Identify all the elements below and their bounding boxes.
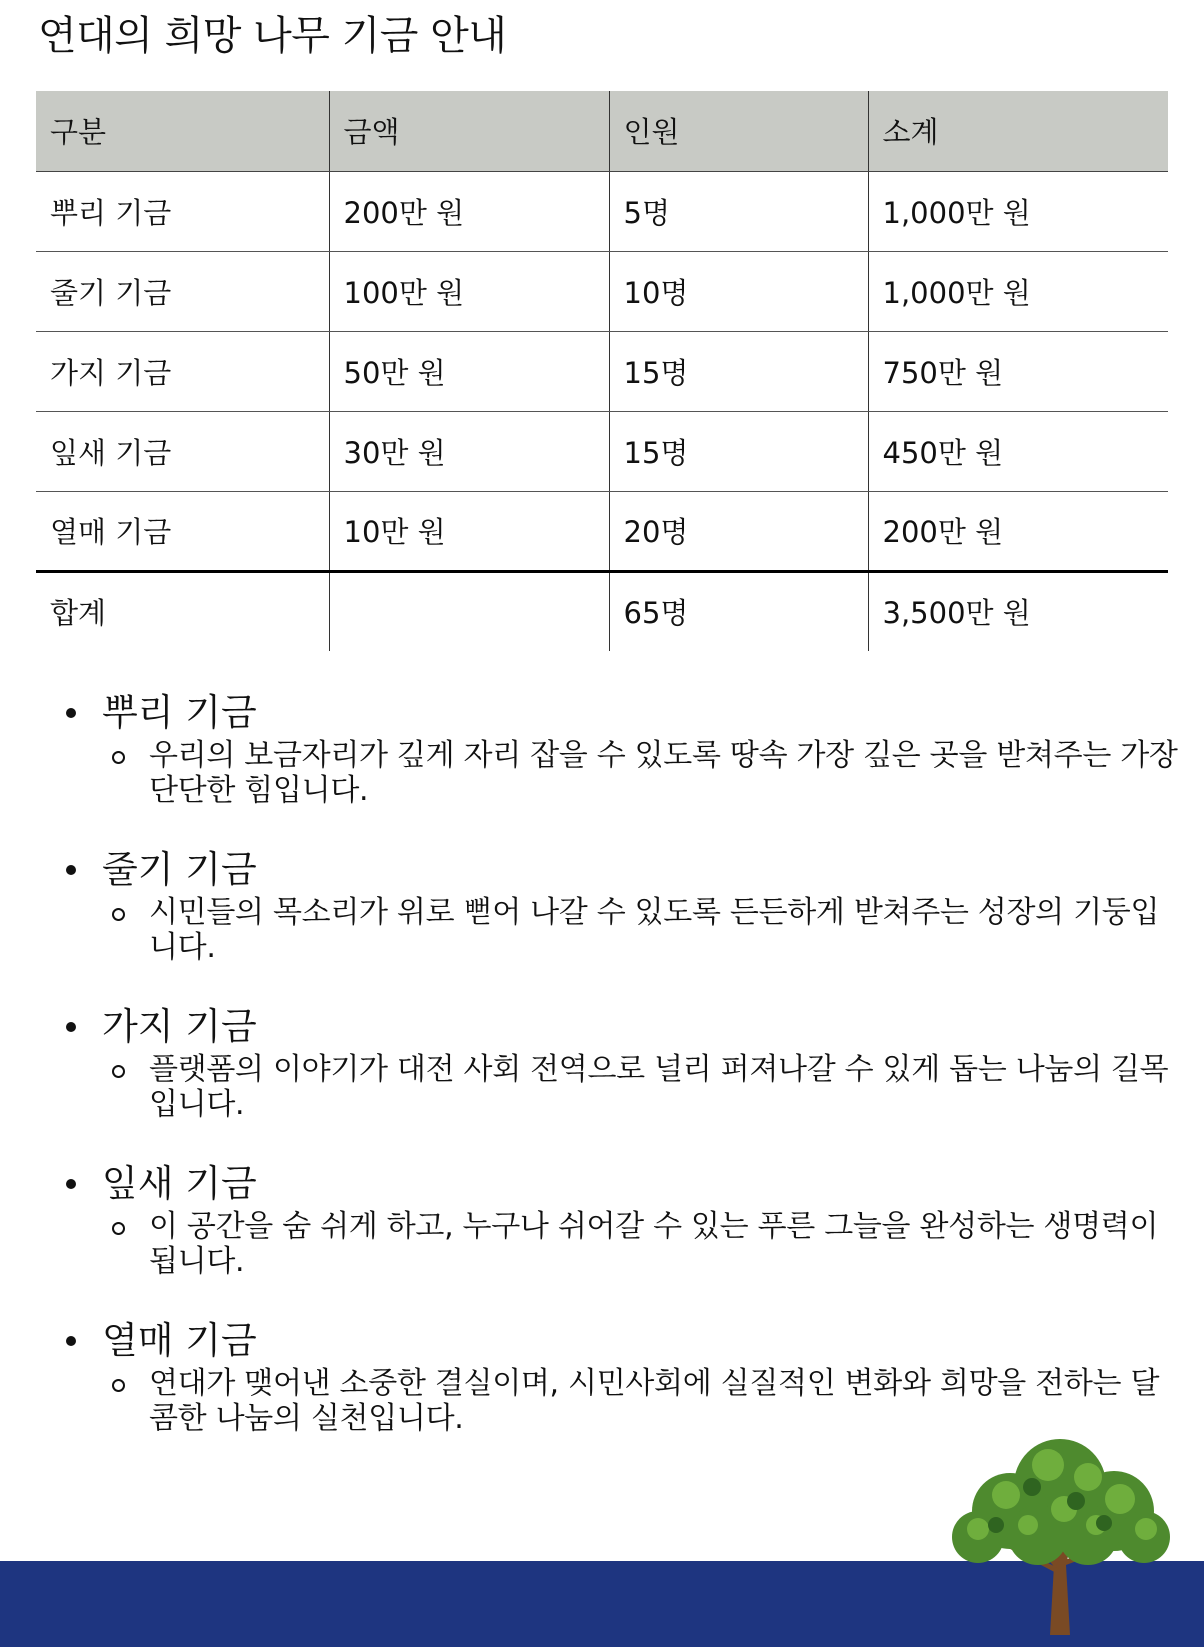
fund-name: 줄기 기금: [102, 848, 257, 891]
table-row: [36, 491, 1168, 571]
column-header-subtotal: 소계: [868, 91, 1168, 171]
fund-table: [36, 91, 1168, 651]
table-total-row: [36, 571, 1168, 651]
cell-people: 15명: [609, 411, 868, 491]
cell-people: 15명: [609, 331, 868, 411]
list-item: [60, 847, 1180, 965]
cell-amount: 200만 원: [329, 171, 609, 251]
bullet-icon: [66, 865, 76, 875]
cell-people: 5명: [609, 171, 868, 251]
column-header-amount: 금액: [329, 91, 609, 171]
list-item: [60, 690, 1180, 808]
bullet-icon: [66, 1336, 76, 1346]
sub-bullet-icon: [112, 1065, 125, 1078]
table-row: [36, 411, 1168, 491]
cell-people: 20명: [609, 491, 868, 571]
cell-category: 가지 기금: [36, 331, 329, 411]
cell-category: 잎새 기금: [36, 411, 329, 491]
cell-people: 10명: [609, 251, 868, 331]
cell-category: 열매 기금: [36, 491, 329, 571]
bullet-icon: [66, 1179, 76, 1189]
cell-subtotal: 450만 원: [868, 411, 1168, 491]
fund-description: 연대가 맺어낸 소중한 결실이며, 시민사회에 실질적인 변화와 희망을 전하는 달콤한 나눔의 실천입니다.: [149, 1366, 1160, 1436]
cell-amount: 30만 원: [329, 411, 609, 491]
total-amount: [329, 571, 609, 651]
cell-category: 줄기 기금: [36, 251, 329, 331]
sub-bullet-icon: [112, 1379, 125, 1392]
fund-name: 열매 기금: [102, 1319, 257, 1362]
cell-amount: 50만 원: [329, 331, 609, 411]
bullet-icon: [66, 1022, 76, 1032]
fund-name: 뿌리 기금: [102, 691, 257, 734]
total-subtotal: 3,500만 원: [868, 571, 1168, 651]
total-people: 65명: [609, 571, 868, 651]
list-item: [60, 1004, 1180, 1122]
list-item: [60, 1318, 1180, 1436]
list-item: [60, 1161, 1180, 1279]
sub-bullet-icon: [112, 908, 125, 921]
fund-description: 우리의 보금자리가 깊게 자리 잡을 수 있도록 땅속 가장 깊은 곳을 받쳐주는 가장 단단한 힘입니다.: [149, 738, 1178, 808]
fund-description-list: [60, 690, 1180, 1475]
table-row: [36, 171, 1168, 251]
table-header-row: [36, 91, 1168, 171]
fund-name: 가지 기금: [102, 1005, 257, 1048]
table-row: [36, 251, 1168, 331]
total-label: 합계: [36, 571, 329, 651]
cell-subtotal: 750만 원: [868, 331, 1168, 411]
fund-description: 플랫폼의 이야기가 대전 사회 전역으로 널리 퍼져나갈 수 있게 돕는 나눔의 길목입니다.: [149, 1052, 1169, 1122]
cell-category: 뿌리 기금: [36, 171, 329, 251]
cell-subtotal: 200만 원: [868, 491, 1168, 571]
column-header-category: 구분: [36, 91, 329, 171]
fund-description: 이 공간을 숨 쉬게 하고, 누구나 쉬어갈 수 있는 푸른 그늘을 완성하는 생명력이 됩니다.: [149, 1209, 1159, 1279]
table-row: [36, 331, 1168, 411]
page-title: 연대의 희망 나무 기금 안내: [38, 13, 507, 59]
cell-subtotal: 1,000만 원: [868, 171, 1168, 251]
cell-amount: 10만 원: [329, 491, 609, 571]
fund-name: 잎새 기금: [102, 1162, 257, 1205]
column-header-people: 인원: [609, 91, 868, 171]
fund-description: 시민들의 목소리가 위로 뻗어 나갈 수 있도록 든든하게 받쳐주는 성장의 기둥입니다.: [149, 895, 1160, 965]
bullet-icon: [66, 708, 76, 718]
tree-icon: [948, 1425, 1173, 1635]
sub-bullet-icon: [112, 1222, 125, 1235]
cell-subtotal: 1,000만 원: [868, 251, 1168, 331]
sub-bullet-icon: [112, 751, 125, 764]
cell-amount: 100만 원: [329, 251, 609, 331]
